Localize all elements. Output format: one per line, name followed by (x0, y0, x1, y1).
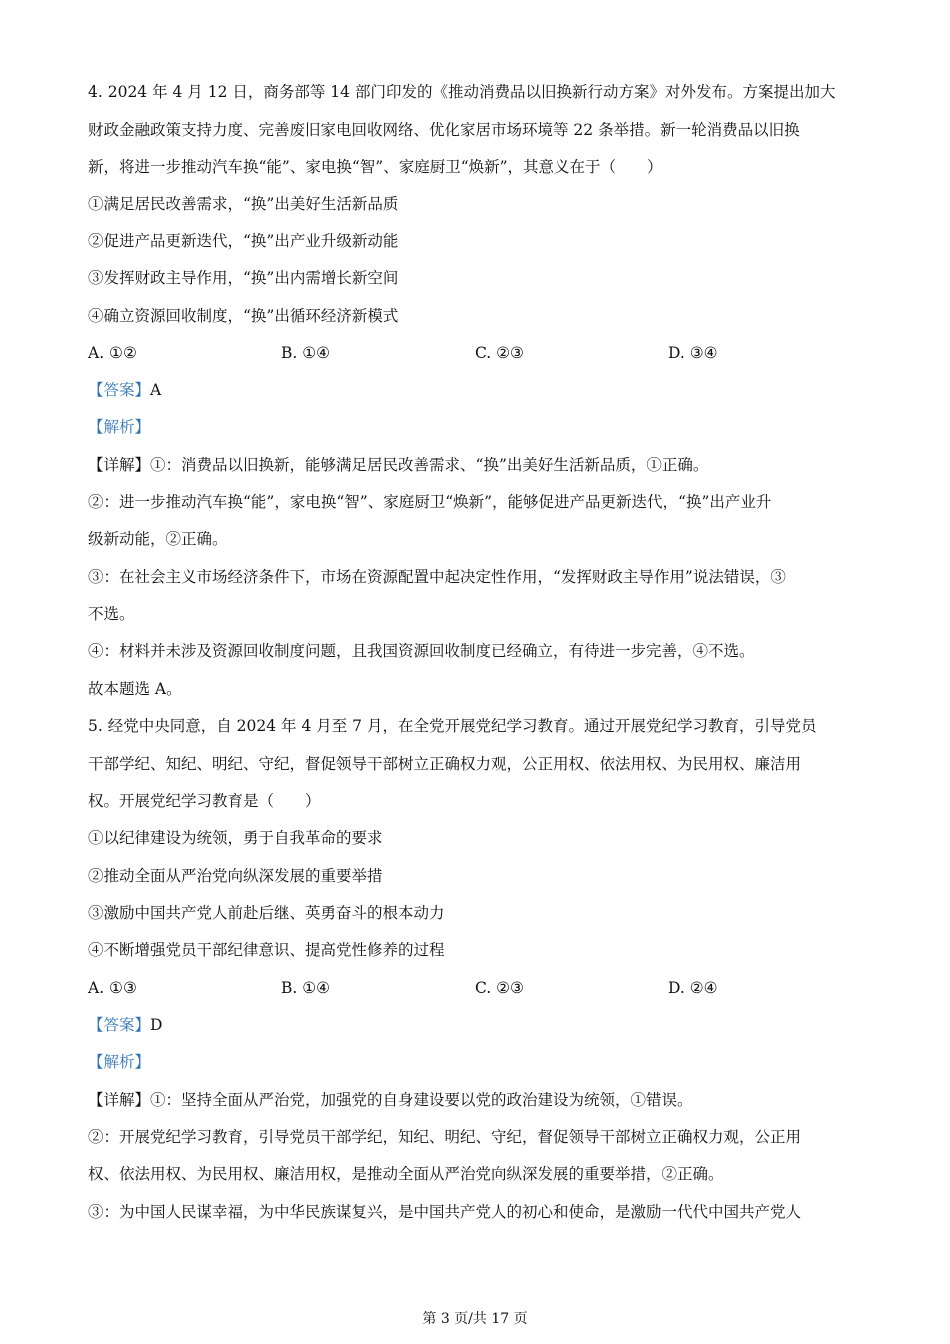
q4-detail-line-7: 故本题选 A。 (88, 680, 182, 698)
q5-stem-line-2: 干部学纪、知纪、明纪、守纪，督促领导干部树立正确权力观，公正用权、依法用权、为民用权、廉洁用 (88, 755, 802, 773)
q4-detail-tag: 【详解】 (88, 456, 151, 474)
q4-option-c: C. ②③ (475, 344, 524, 362)
q5-analysis-tag: 【解析】 (88, 1053, 151, 1071)
q5-options (88, 978, 868, 998)
q4-detail-line-4: ③：在社会主义市场经济条件下，市场在资源配置中起决定性作用，“发挥财政主导作用”说法错误，③ (88, 568, 786, 586)
q5-option-d: D. ②④ (668, 979, 718, 997)
q4-option-a: A. ①② (88, 344, 137, 362)
q5-detail-line-4: ③：为中国人民谋幸福，为中华民族谋复兴，是中国共产党人的初心和使命，是激励一代代中国共产党人 (88, 1203, 802, 1221)
q5-option-c: C. ②③ (475, 979, 524, 997)
q4-item-1: ①满足居民改善需求，“换”出美好生活新品质 (88, 195, 399, 213)
page-footer: 第 3 页/共 17 页 (422, 1311, 528, 1327)
q4-analysis (88, 417, 150, 437)
q4-stem-line-2: 财政金融政策支持力度、完善废旧家电回收网络、优化家居市场环境等 22 条举措。新一轮消费品以旧换 (88, 121, 800, 139)
q4-analysis-tag: 【解析】 (88, 418, 151, 436)
q4-item-2: ②促进产品更新迭代，“换”出产业升级新动能 (88, 232, 399, 250)
q4-options (88, 343, 868, 363)
q5-option-a: A. ①③ (88, 979, 137, 997)
q4-stem-line-3: 新，将进一步推动汽车换“能”、家电换“智”、家庭厨卫“焕新”，其意义在于（ ） (88, 158, 663, 176)
q5-detail-line-2: ②：开展党纪学习教育，引导党员干部学纪，知纪、明纪、守纪，督促领导干部树立正确权力观，公正用 (88, 1128, 802, 1146)
q5-answer (88, 1015, 162, 1035)
q4-detail-line-3: 级新动能，②正确。 (88, 530, 228, 548)
q5-analysis (88, 1052, 150, 1072)
q5-detail-line-3: 权、依法用权、为民用权、廉洁用权，是推动全面从严治党向纵深发展的重要举措，②正确。 (88, 1165, 724, 1183)
q4-detail-line-5: 不选。 (88, 605, 135, 623)
q4-item-3: ③发挥财政主导作用，“换”出内需增长新空间 (88, 269, 399, 287)
q5-detail-text-1: ①：坚持全面从严治党，加强党的自身建设要以党的政治建设为统领，①错误。 (150, 1091, 693, 1109)
q4-detail-line-2: ②：进一步推动汽车换“能”，家电换“智”、家庭厨卫“焕新”，能够促进产品更新迭代，“换”出产业升 (88, 493, 772, 511)
q4-answer-tag: 【答案】 (88, 381, 151, 399)
q4-detail-line-1 (88, 455, 708, 475)
q5-item-4: ④不断增强党员干部纪律意识、提高党性修养的过程 (88, 941, 445, 959)
q5-answer-tag: 【答案】 (88, 1016, 151, 1034)
q5-item-1: ①以纪律建设为统领，勇于自我革命的要求 (88, 829, 383, 847)
q4-answer-value: A (150, 381, 162, 399)
q5-option-b: B. ①④ (281, 979, 331, 997)
q4-option-d: D. ③④ (668, 344, 718, 362)
q4-answer (88, 380, 161, 400)
q4-stem-line-1: 4. 2024 年 4 月 12 日，商务部等 14 部门印发的《推动消费品以旧换新行动方案》对外发布。方案提出加大 (88, 83, 836, 101)
q5-detail-line-1 (88, 1090, 693, 1110)
q5-stem-line-1: 5. 经党中央同意，自 2024 年 4 月至 7 月，在全党开展党纪学习教育。通过开展党纪学习教育，引导党员 (88, 717, 817, 735)
q5-item-3: ③激励中国共产党人前赴后继、英勇奋斗的根本动力 (88, 904, 445, 922)
q4-item-4: ④确立资源回收制度，“换”出循环经济新模式 (88, 307, 399, 325)
q5-item-2: ②推动全面从严治党向纵深发展的重要举措 (88, 867, 383, 885)
q4-option-b: B. ①④ (281, 344, 331, 362)
q5-answer-value: D (150, 1016, 163, 1034)
q5-stem-line-3: 权。开展党纪学习教育是（ ） (88, 792, 321, 810)
q5-detail-tag: 【详解】 (88, 1091, 151, 1109)
q4-detail-line-6: ④：材料并未涉及资源回收制度问题，且我国资源回收制度已经确立，有待进一步完善，④不选。 (88, 642, 755, 660)
q4-detail-text-1: ①：消费品以旧换新，能够满足居民改善需求、“换”出美好生活新品质，①正确。 (150, 456, 709, 474)
